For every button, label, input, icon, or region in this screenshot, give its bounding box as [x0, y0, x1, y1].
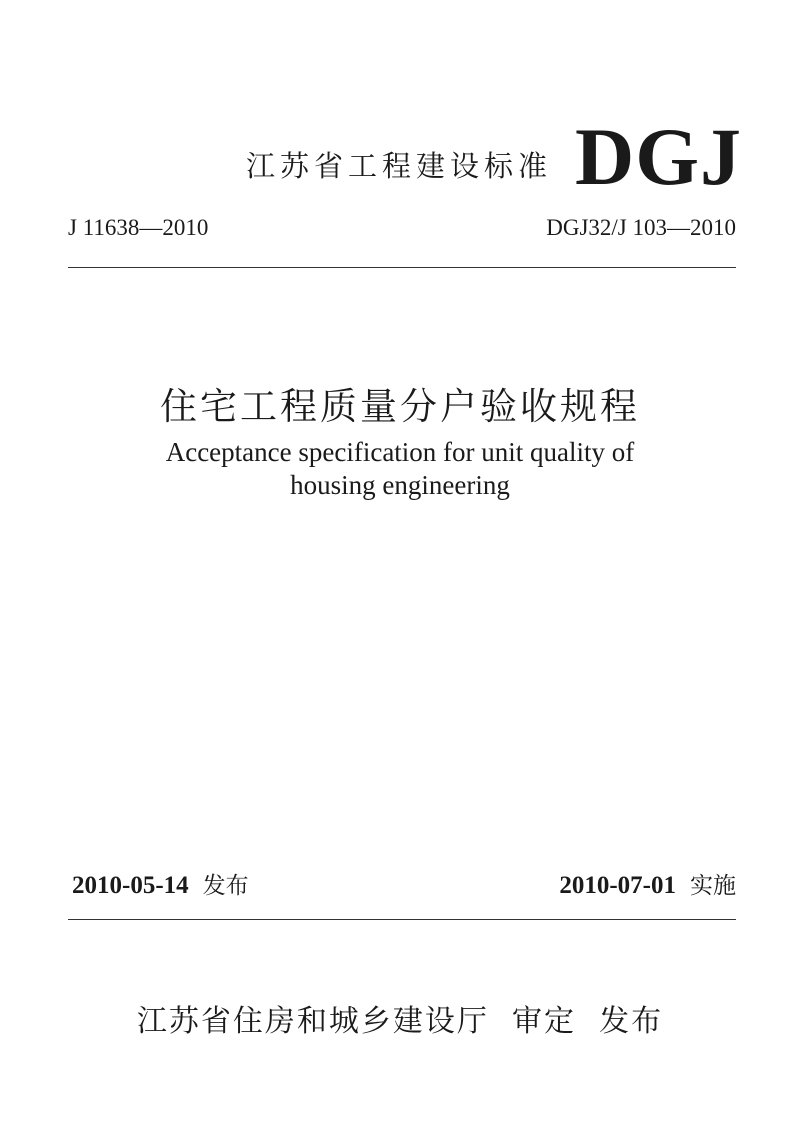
standard-number: DGJ32/J 103—2010 — [546, 215, 736, 240]
issue-info — [72, 868, 249, 903]
document-title-english — [0, 436, 800, 502]
top-divider — [68, 267, 736, 268]
english-title-line-2: housing engineering — [290, 470, 510, 500]
standard-series-name: 江苏省工程建设标准 — [246, 149, 553, 183]
standard-series-code: DGJ — [575, 111, 742, 202]
implement-info — [559, 868, 736, 903]
bottom-divider — [68, 919, 736, 920]
issue-label: 发布 — [202, 873, 249, 899]
english-title-line-1: Acceptance specification for unit quality of — [165, 437, 635, 467]
document-title-chinese: 住宅工程质量分户验收规程 — [160, 385, 640, 428]
implement-date: 2010-07-01 — [559, 872, 676, 899]
implement-label: 实施 — [690, 873, 736, 899]
approving-authority: 江苏省住房和城乡建设厅 审定 发布 — [136, 1004, 664, 1039]
record-number: J 11638—2010 — [68, 215, 209, 240]
issue-date: 2010-05-14 — [72, 872, 189, 899]
